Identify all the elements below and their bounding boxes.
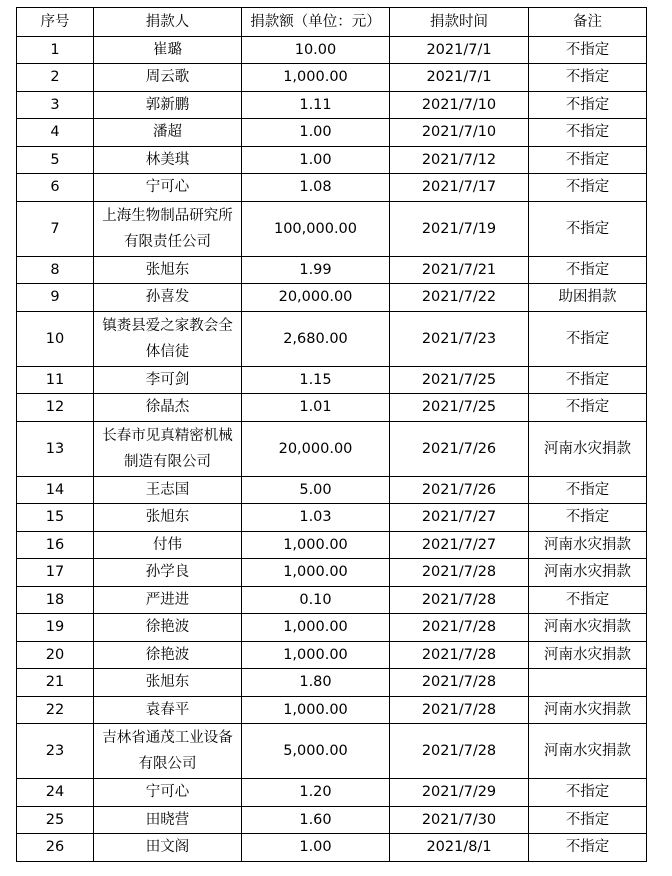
cell-date: 2021/7/10 (390, 91, 529, 119)
cell-date: 2021/7/23 (390, 311, 529, 366)
cell-no: 12 (17, 394, 94, 422)
cell-amount: 1.15 (242, 366, 390, 394)
table-header-row (17, 8, 647, 37)
cell-note: 不指定 (529, 64, 647, 92)
cell-amount: 1.11 (242, 91, 390, 119)
cell-date: 2021/7/28 (390, 614, 529, 642)
cell-note: 不指定 (529, 174, 647, 202)
table-row (17, 36, 647, 64)
cell-note: 不指定 (529, 146, 647, 174)
table-row (17, 696, 647, 724)
cell-note: 河南水灾捐款 (529, 614, 647, 642)
cell-note: 不指定 (529, 806, 647, 834)
cell-donor: 徐艳波 (94, 614, 242, 642)
cell-amount: 1.99 (242, 256, 390, 284)
cell-date: 2021/7/27 (390, 531, 529, 559)
cell-amount: 1.80 (242, 669, 390, 697)
cell-donor: 张旭东 (94, 669, 242, 697)
table-row (17, 586, 647, 614)
cell-amount: 1.00 (242, 834, 390, 862)
cell-amount: 1.60 (242, 806, 390, 834)
cell-date: 2021/7/25 (390, 394, 529, 422)
cell-date: 2021/7/10 (390, 119, 529, 147)
table-row (17, 724, 647, 779)
cell-date: 2021/7/29 (390, 779, 529, 807)
cell-no: 11 (17, 366, 94, 394)
cell-no: 7 (17, 201, 94, 256)
table-row (17, 394, 647, 422)
cell-note: 河南水灾捐款 (529, 696, 647, 724)
cell-date: 2021/7/26 (390, 421, 529, 476)
cell-note: 不指定 (529, 311, 647, 366)
cell-no: 1 (17, 36, 94, 64)
cell-donor: 徐艳波 (94, 641, 242, 669)
cell-donor: 宁可心 (94, 779, 242, 807)
cell-amount: 1.00 (242, 119, 390, 147)
cell-date: 2021/7/27 (390, 504, 529, 532)
cell-no: 25 (17, 806, 94, 834)
cell-donor: 田文阁 (94, 834, 242, 862)
cell-amount: 20,000.00 (242, 421, 390, 476)
table-row (17, 669, 647, 697)
table-row (17, 421, 647, 476)
cell-amount: 5,000.00 (242, 724, 390, 779)
table-row (17, 834, 647, 862)
header-no: 序号 (17, 8, 94, 37)
cell-date: 2021/7/28 (390, 696, 529, 724)
cell-no: 2 (17, 64, 94, 92)
cell-no: 21 (17, 669, 94, 697)
cell-no: 14 (17, 476, 94, 504)
cell-amount: 1.20 (242, 779, 390, 807)
header-note: 备注 (529, 8, 647, 37)
cell-donor: 郭新鹏 (94, 91, 242, 119)
cell-date: 2021/7/17 (390, 174, 529, 202)
cell-amount: 1.00 (242, 146, 390, 174)
cell-amount: 20,000.00 (242, 284, 390, 312)
cell-note: 河南水灾捐款 (529, 531, 647, 559)
cell-amount: 1,000.00 (242, 531, 390, 559)
cell-no: 13 (17, 421, 94, 476)
cell-date: 2021/7/28 (390, 559, 529, 587)
cell-no: 5 (17, 146, 94, 174)
cell-amount: 1.03 (242, 504, 390, 532)
cell-amount: 2,680.00 (242, 311, 390, 366)
cell-note: 不指定 (529, 586, 647, 614)
donation-table-container (16, 7, 647, 862)
cell-donor: 吉林省通茂工业设备有限公司 (94, 724, 242, 779)
table-row (17, 146, 647, 174)
cell-date: 2021/7/28 (390, 724, 529, 779)
header-donor: 捐款人 (94, 8, 242, 37)
cell-note: 不指定 (529, 504, 647, 532)
cell-no: 17 (17, 559, 94, 587)
cell-donor: 王志国 (94, 476, 242, 504)
cell-donor: 孙喜发 (94, 284, 242, 312)
cell-donor: 徐晶杰 (94, 394, 242, 422)
cell-amount: 1,000.00 (242, 559, 390, 587)
cell-amount: 100,000.00 (242, 201, 390, 256)
cell-donor: 崔璐 (94, 36, 242, 64)
table-row (17, 284, 647, 312)
cell-donor: 张旭东 (94, 256, 242, 284)
cell-date: 2021/7/26 (390, 476, 529, 504)
table-row (17, 531, 647, 559)
table-row (17, 779, 647, 807)
cell-date: 2021/8/1 (390, 834, 529, 862)
cell-note: 不指定 (529, 834, 647, 862)
cell-donor: 潘超 (94, 119, 242, 147)
header-amount: 捐款额（单位：元） (242, 8, 390, 37)
header-date: 捐款时间 (390, 8, 529, 37)
table-row (17, 806, 647, 834)
cell-note: 河南水灾捐款 (529, 724, 647, 779)
cell-note: 不指定 (529, 366, 647, 394)
donation-table (16, 7, 647, 862)
cell-amount: 1,000.00 (242, 614, 390, 642)
cell-donor: 李可剑 (94, 366, 242, 394)
cell-amount: 1.01 (242, 394, 390, 422)
table-row (17, 119, 647, 147)
cell-date: 2021/7/19 (390, 201, 529, 256)
cell-note: 河南水灾捐款 (529, 641, 647, 669)
cell-date: 2021/7/1 (390, 64, 529, 92)
cell-date: 2021/7/22 (390, 284, 529, 312)
cell-amount: 1,000.00 (242, 64, 390, 92)
table-row (17, 174, 647, 202)
table-row (17, 311, 647, 366)
cell-amount: 5.00 (242, 476, 390, 504)
cell-donor: 宁可心 (94, 174, 242, 202)
cell-note: 不指定 (529, 36, 647, 64)
cell-no: 4 (17, 119, 94, 147)
cell-no: 19 (17, 614, 94, 642)
cell-date: 2021/7/28 (390, 586, 529, 614)
cell-donor: 张旭东 (94, 504, 242, 532)
cell-donor: 孙学良 (94, 559, 242, 587)
cell-note (529, 669, 647, 697)
cell-no: 24 (17, 779, 94, 807)
cell-amount: 1.08 (242, 174, 390, 202)
cell-no: 8 (17, 256, 94, 284)
cell-donor: 镇赉县爱之家教会全体信徒 (94, 311, 242, 366)
cell-donor: 袁春平 (94, 696, 242, 724)
cell-no: 15 (17, 504, 94, 532)
cell-donor: 付伟 (94, 531, 242, 559)
table-row (17, 504, 647, 532)
cell-donor: 田晓营 (94, 806, 242, 834)
cell-note: 不指定 (529, 119, 647, 147)
cell-date: 2021/7/25 (390, 366, 529, 394)
cell-no: 3 (17, 91, 94, 119)
cell-no: 16 (17, 531, 94, 559)
cell-note: 助困捐款 (529, 284, 647, 312)
table-row (17, 366, 647, 394)
cell-note: 河南水灾捐款 (529, 421, 647, 476)
table-row (17, 256, 647, 284)
cell-date: 2021/7/21 (390, 256, 529, 284)
cell-date: 2021/7/12 (390, 146, 529, 174)
cell-date: 2021/7/28 (390, 641, 529, 669)
cell-no: 10 (17, 311, 94, 366)
table-row (17, 201, 647, 256)
cell-amount: 10.00 (242, 36, 390, 64)
cell-donor: 周云歌 (94, 64, 242, 92)
table-row (17, 559, 647, 587)
table-row (17, 91, 647, 119)
cell-no: 6 (17, 174, 94, 202)
cell-note: 不指定 (529, 394, 647, 422)
cell-no: 22 (17, 696, 94, 724)
cell-note: 不指定 (529, 91, 647, 119)
cell-note: 不指定 (529, 201, 647, 256)
cell-donor: 上海生物制品研究所有限责任公司 (94, 201, 242, 256)
cell-no: 20 (17, 641, 94, 669)
cell-date: 2021/7/30 (390, 806, 529, 834)
cell-no: 9 (17, 284, 94, 312)
table-row (17, 64, 647, 92)
cell-date: 2021/7/28 (390, 669, 529, 697)
cell-no: 26 (17, 834, 94, 862)
cell-amount: 0.10 (242, 586, 390, 614)
cell-no: 18 (17, 586, 94, 614)
table-row (17, 614, 647, 642)
cell-donor: 林美琪 (94, 146, 242, 174)
cell-donor: 严进进 (94, 586, 242, 614)
cell-amount: 1,000.00 (242, 641, 390, 669)
cell-donor: 长春市见真精密机械制造有限公司 (94, 421, 242, 476)
cell-note: 不指定 (529, 256, 647, 284)
table-row (17, 476, 647, 504)
table-row (17, 641, 647, 669)
cell-note: 河南水灾捐款 (529, 559, 647, 587)
cell-note: 不指定 (529, 476, 647, 504)
cell-note: 不指定 (529, 779, 647, 807)
cell-date: 2021/7/1 (390, 36, 529, 64)
cell-amount: 1,000.00 (242, 696, 390, 724)
cell-no: 23 (17, 724, 94, 779)
